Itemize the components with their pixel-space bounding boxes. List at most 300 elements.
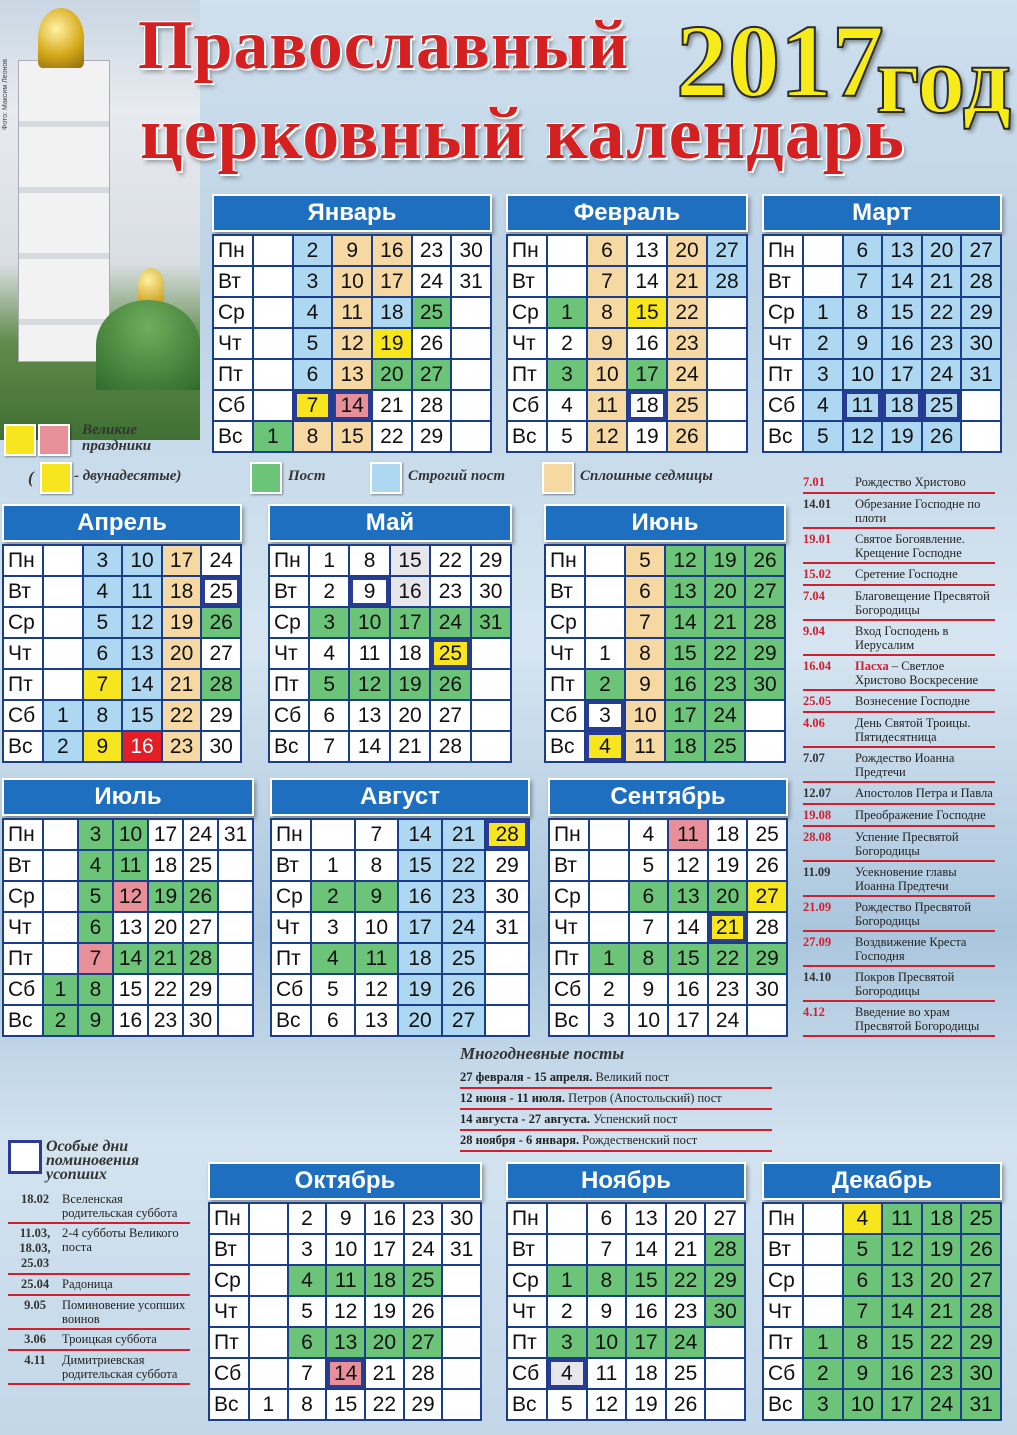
empty-cell — [590, 820, 628, 849]
weekday-label: Пн — [764, 236, 802, 265]
day-cell: 16 — [883, 329, 921, 358]
weekday-label: Чт — [550, 913, 588, 942]
day-cell: 1 — [44, 701, 82, 730]
holiday-name: Святое Богоявление. Крещение Господне — [855, 532, 965, 560]
day-cell: 7 — [588, 1235, 626, 1264]
day-cell: 23 — [709, 975, 747, 1004]
weekday-label: Ср — [508, 1266, 546, 1295]
day-cell: 20 — [366, 1328, 403, 1357]
fast-name: Петров (Апостольский) пост — [568, 1091, 722, 1105]
empty-cell — [44, 820, 77, 849]
day-cell: 6 — [626, 577, 664, 606]
day-cell: 13 — [123, 639, 161, 668]
day-cell: 25 — [748, 820, 786, 849]
day-cell: 13 — [356, 1006, 398, 1035]
day-cell: 7 — [79, 944, 112, 973]
legend-fast-swatch — [250, 462, 282, 494]
holiday-row — [803, 783, 995, 805]
day-cell: 19 — [628, 422, 666, 451]
day-cell: 9 — [356, 882, 398, 911]
day-cell: 29 — [706, 1266, 744, 1295]
day-cell: 24 — [184, 820, 217, 849]
day-cell: 21 — [149, 944, 182, 973]
month-grid — [544, 544, 786, 763]
day-cell: 9 — [327, 1204, 364, 1233]
day-cell: 28 — [486, 820, 528, 849]
weekday-label: Вс — [764, 1390, 802, 1419]
holiday-row — [803, 805, 995, 827]
holiday-date: 19.01 — [803, 532, 832, 546]
empty-cell — [472, 670, 510, 699]
legend-fast: Пост — [288, 468, 326, 484]
empty-cell — [962, 422, 1000, 451]
month-title: Октябрь — [208, 1162, 482, 1200]
day-cell: 21 — [706, 608, 744, 637]
weekday-label: Сб — [4, 975, 42, 1004]
weekday-label: Ср — [214, 298, 252, 327]
day-cell: 12 — [327, 1297, 364, 1326]
day-cell: 5 — [844, 1235, 882, 1264]
holiday-name: Рождество Пресвятой Богородицы — [855, 900, 972, 928]
empty-cell — [443, 1359, 480, 1388]
weekday-label: Чт — [508, 329, 546, 358]
day-cell: 19 — [627, 1390, 665, 1419]
holiday-date: 14.01 — [803, 497, 832, 511]
day-cell: 5 — [804, 422, 842, 451]
day-cell: 9 — [844, 1359, 882, 1388]
day-cell: 5 — [84, 608, 122, 637]
day-cell: 14 — [669, 913, 707, 942]
day-cell: 12 — [844, 422, 882, 451]
day-cell: 8 — [356, 851, 398, 880]
weekday-label: Вс — [550, 1006, 588, 1035]
day-cell: 20 — [923, 1266, 961, 1295]
memorial-date: 25.04 — [20, 1277, 50, 1291]
day-cell: 7 — [310, 732, 348, 761]
day-cell: 14 — [350, 732, 388, 761]
empty-cell — [748, 1006, 786, 1035]
green-roof — [96, 300, 200, 390]
month-9 — [548, 778, 788, 1037]
weekday-label: Вт — [550, 851, 588, 880]
day-cell: 3 — [84, 546, 122, 575]
weekday-label: Ср — [4, 608, 42, 637]
empty-cell — [708, 360, 746, 389]
day-cell: 12 — [356, 975, 398, 1004]
memorial-title: Особые дни поминовения усопших — [46, 1138, 140, 1183]
day-cell: 4 — [79, 851, 112, 880]
empty-cell — [443, 1266, 480, 1295]
day-cell: 31 — [486, 913, 528, 942]
day-cell: 3 — [586, 701, 624, 730]
day-cell: 2 — [548, 1297, 586, 1326]
day-cell: 10 — [350, 608, 388, 637]
weekday-label: Вт — [272, 851, 310, 880]
day-cell: 14 — [883, 267, 921, 296]
holiday-row — [803, 1002, 995, 1037]
memorial-name: 2-4 субботы Великого поста — [62, 1226, 179, 1254]
day-cell: 23 — [443, 882, 485, 911]
day-cell: 30 — [486, 882, 528, 911]
day-cell: 16 — [114, 1006, 147, 1035]
day-cell: 30 — [184, 1006, 217, 1035]
month-1 — [212, 194, 492, 453]
holiday-name: Введение во храм Пресвятой Богородицы — [855, 1005, 980, 1033]
day-cell: 8 — [350, 546, 388, 575]
holiday-date: 27.09 — [803, 935, 832, 949]
month-grid — [212, 234, 492, 453]
empty-cell — [708, 298, 746, 327]
holiday-date: 12.07 — [803, 786, 832, 800]
memorial-date: 3.06 — [24, 1332, 46, 1346]
day-cell: 25 — [668, 391, 706, 420]
empty-cell — [219, 851, 252, 880]
day-cell: 19 — [391, 670, 429, 699]
memorial-date: 4.11 — [24, 1353, 46, 1367]
day-cell: 24 — [202, 546, 240, 575]
day-cell: 7 — [84, 670, 122, 699]
day-cell: 22 — [443, 851, 485, 880]
empty-cell — [472, 732, 510, 761]
day-cell: 19 — [163, 608, 201, 637]
day-cell: 1 — [804, 298, 842, 327]
day-cell: 18 — [366, 1266, 403, 1295]
day-cell: 18 — [666, 732, 704, 761]
memorial-date: 18.02 — [20, 1192, 50, 1206]
month-title: Август — [270, 778, 530, 816]
day-cell: 15 — [628, 298, 666, 327]
day-cell: 11 — [114, 851, 147, 880]
day-cell: 27 — [746, 577, 784, 606]
weekday-label: Чт — [214, 329, 252, 358]
memorial-row — [8, 1224, 190, 1275]
fast-name: Успенский пост — [593, 1112, 678, 1126]
day-cell: 30 — [452, 236, 490, 265]
day-cell: 21 — [923, 267, 961, 296]
day-cell: 23 — [431, 577, 469, 606]
legend-yellow-swatch — [4, 424, 36, 456]
day-cell: 10 — [114, 820, 147, 849]
day-cell: 3 — [294, 267, 332, 296]
day-cell: 13 — [333, 360, 371, 389]
empty-cell — [219, 975, 252, 1004]
holiday-name: Вознесение Господне — [855, 694, 970, 708]
weekday-label: Вт — [508, 267, 546, 296]
day-cell: 8 — [79, 975, 112, 1004]
day-cell: 9 — [588, 329, 626, 358]
day-cell: 28 — [431, 732, 469, 761]
empty-cell — [548, 236, 586, 265]
day-cell: 12 — [588, 1390, 626, 1419]
day-cell: 10 — [630, 1006, 668, 1035]
holiday-row — [803, 529, 995, 564]
day-cell: 16 — [666, 670, 704, 699]
day-cell: 7 — [626, 608, 664, 637]
day-cell: 16 — [366, 1204, 403, 1233]
weekday-label: Пн — [270, 546, 308, 575]
month-title: Декабрь — [762, 1162, 1002, 1200]
day-cell: 17 — [391, 608, 429, 637]
weekday-label: Вт — [764, 267, 802, 296]
weekday-label: Сб — [764, 1359, 802, 1388]
day-cell: 28 — [202, 670, 240, 699]
month-title: Сентябрь — [548, 778, 788, 816]
empty-cell — [219, 882, 252, 911]
empty-cell — [44, 577, 82, 606]
day-cell: 20 — [399, 1006, 441, 1035]
day-cell: 13 — [883, 236, 921, 265]
weekday-label: Пт — [272, 944, 310, 973]
empty-cell — [254, 360, 292, 389]
weekday-label: Чт — [270, 639, 308, 668]
holiday-date: 25.05 — [803, 694, 832, 708]
day-cell: 19 — [366, 1297, 403, 1326]
day-cell: 14 — [666, 608, 704, 637]
memorial-name: Вселенская родительская суббота — [62, 1192, 178, 1220]
empty-cell — [548, 267, 586, 296]
day-cell: 29 — [472, 546, 510, 575]
day-cell: 29 — [184, 975, 217, 1004]
empty-cell — [443, 1390, 480, 1419]
day-cell: 4 — [289, 1266, 326, 1295]
weekday-label: Пт — [764, 360, 802, 389]
day-cell: 10 — [327, 1235, 364, 1264]
day-cell: 27 — [443, 1006, 485, 1035]
legend-pink-swatch — [38, 424, 70, 456]
weekday-label: Пт — [4, 670, 42, 699]
day-cell: 11 — [356, 944, 398, 973]
day-cell: 13 — [627, 1204, 665, 1233]
day-cell: 19 — [149, 882, 182, 911]
holiday-name: Пасха – Светлое Христово Воскресение — [855, 659, 979, 687]
day-cell: 4 — [548, 1359, 586, 1388]
day-cell: 15 — [399, 851, 441, 880]
day-cell: 3 — [310, 608, 348, 637]
day-cell: 28 — [748, 913, 786, 942]
day-cell: 21 — [163, 670, 201, 699]
day-cell: 16 — [669, 975, 707, 1004]
weekday-label: Пн — [214, 236, 252, 265]
day-cell: 24 — [706, 701, 744, 730]
month-title: Июнь — [544, 504, 786, 542]
day-cell: 10 — [333, 267, 371, 296]
day-cell: 30 — [202, 732, 240, 761]
day-cell: 21 — [373, 391, 411, 420]
day-cell: 30 — [706, 1297, 744, 1326]
empty-cell — [44, 851, 77, 880]
month-6 — [544, 504, 786, 763]
weekday-label: Сб — [272, 975, 310, 1004]
day-cell: 12 — [669, 851, 707, 880]
day-cell: 25 — [706, 732, 744, 761]
holiday-date: 4.12 — [803, 1005, 825, 1019]
day-cell: 27 — [708, 236, 746, 265]
day-cell: 29 — [405, 1390, 442, 1419]
holiday-row — [803, 932, 995, 967]
day-cell: 6 — [310, 701, 348, 730]
empty-cell — [586, 577, 624, 606]
day-cell: 2 — [804, 329, 842, 358]
day-cell: 30 — [962, 1359, 1000, 1388]
weekday-label: Вс — [270, 732, 308, 761]
holiday-date: 16.04 — [803, 659, 832, 673]
day-cell: 22 — [667, 1266, 705, 1295]
weekday-label: Вс — [546, 732, 584, 761]
day-cell: 3 — [590, 1006, 628, 1035]
day-cell: 29 — [486, 851, 528, 880]
holiday-name: Благовещение Пресвятой Богородицы — [855, 589, 990, 617]
fasts-title: Многодневные посты — [460, 1044, 625, 1063]
day-cell: 17 — [149, 820, 182, 849]
day-cell: 5 — [294, 329, 332, 358]
day-cell: 2 — [44, 1006, 77, 1035]
day-cell: 5 — [630, 851, 668, 880]
day-cell: 28 — [184, 944, 217, 973]
day-cell: 26 — [431, 670, 469, 699]
weekday-label: Пн — [550, 820, 588, 849]
day-cell: 1 — [804, 1328, 842, 1357]
day-cell: 24 — [443, 913, 485, 942]
day-cell: 25 — [923, 391, 961, 420]
day-cell: 19 — [709, 851, 747, 880]
month-title: Апрель — [2, 504, 242, 542]
month-title: Январь — [212, 194, 492, 232]
weekday-label: Вс — [764, 422, 802, 451]
day-cell: 12 — [350, 670, 388, 699]
fast-dates: 27 февраля - 15 апреля. — [460, 1070, 596, 1084]
empty-cell — [586, 546, 624, 575]
day-cell: 3 — [804, 360, 842, 389]
day-cell: 18 — [149, 851, 182, 880]
holiday-date: 14.10 — [803, 970, 832, 984]
day-cell: 7 — [630, 913, 668, 942]
day-cell: 6 — [79, 913, 112, 942]
empty-cell — [44, 608, 82, 637]
weekday-label: Вс — [4, 1006, 42, 1035]
day-cell: 25 — [202, 577, 240, 606]
weekday-label: Пн — [272, 820, 310, 849]
day-cell: 5 — [626, 546, 664, 575]
day-cell: 25 — [413, 298, 451, 327]
day-cell: 16 — [883, 1359, 921, 1388]
empty-cell — [472, 639, 510, 668]
weekday-label: Ср — [764, 1266, 802, 1295]
day-cell: 29 — [748, 944, 786, 973]
memorial-panel — [8, 1140, 190, 1385]
day-cell: 26 — [748, 851, 786, 880]
day-cell: 17 — [883, 360, 921, 389]
weekday-label: Вс — [214, 422, 252, 451]
month-grid — [2, 818, 254, 1037]
legend-continuous-weeks: Сплошные седмицы — [580, 468, 713, 484]
day-cell: 31 — [443, 1235, 480, 1264]
day-cell: 16 — [399, 882, 441, 911]
empty-cell — [44, 913, 77, 942]
day-cell: 9 — [84, 732, 122, 761]
day-cell: 18 — [628, 391, 666, 420]
memorial-name: Поминовение усопших воинов — [62, 1298, 186, 1326]
day-cell: 7 — [294, 391, 332, 420]
day-cell: 4 — [844, 1204, 882, 1233]
day-cell: 24 — [405, 1235, 442, 1264]
day-cell: 15 — [114, 975, 147, 1004]
day-cell: 14 — [628, 267, 666, 296]
day-cell: 20 — [709, 882, 747, 911]
empty-cell — [586, 608, 624, 637]
day-cell: 31 — [452, 267, 490, 296]
empty-cell — [706, 1390, 744, 1419]
day-cell: 25 — [184, 851, 217, 880]
day-cell: 4 — [294, 298, 332, 327]
day-cell: 17 — [399, 913, 441, 942]
holiday-name: Обрезание Господне по плоти — [855, 497, 981, 525]
empty-cell — [590, 882, 628, 911]
day-cell: 13 — [327, 1328, 364, 1357]
fast-row — [460, 1068, 772, 1089]
day-cell: 11 — [327, 1266, 364, 1295]
empty-cell — [746, 701, 784, 730]
day-cell: 9 — [626, 670, 664, 699]
weekday-label: Ср — [270, 608, 308, 637]
holiday-name: День Святой Троицы. Пятидесятница — [855, 716, 971, 744]
empty-cell — [312, 820, 354, 849]
day-cell: 29 — [962, 1328, 1000, 1357]
day-cell: 8 — [844, 298, 882, 327]
empty-cell — [708, 391, 746, 420]
day-cell: 9 — [79, 1006, 112, 1035]
empty-cell — [254, 298, 292, 327]
empty-cell — [804, 1266, 842, 1295]
day-cell: 8 — [289, 1390, 326, 1419]
fast-row — [460, 1131, 772, 1152]
day-cell: 8 — [84, 701, 122, 730]
legend-twelve: - двунадесятые) — [74, 468, 182, 484]
memorial-row — [8, 1351, 190, 1385]
weekday-label: Пн — [546, 546, 584, 575]
day-cell: 2 — [586, 670, 624, 699]
month-title: Июль — [2, 778, 254, 816]
day-cell: 15 — [333, 422, 371, 451]
month-grid — [506, 1202, 746, 1421]
day-cell: 19 — [923, 1235, 961, 1264]
holidays-list — [803, 472, 995, 1037]
empty-cell — [452, 298, 490, 327]
day-cell: 27 — [962, 1266, 1000, 1295]
weekday-label: Вт — [508, 1235, 546, 1264]
day-cell: 8 — [630, 944, 668, 973]
day-cell: 18 — [373, 298, 411, 327]
weekday-label: Сб — [4, 701, 42, 730]
day-cell: 31 — [962, 1390, 1000, 1419]
holiday-name: Успение Пресвятой Богородицы — [855, 830, 959, 858]
weekday-label: Ср — [210, 1266, 248, 1295]
fast-dates: 14 августа - 27 августа. — [460, 1112, 594, 1126]
day-cell: 28 — [962, 267, 1000, 296]
weekday-label: Чт — [508, 1297, 546, 1326]
weekday-label: Пт — [508, 1328, 546, 1357]
day-cell: 15 — [627, 1266, 665, 1295]
day-cell: 2 — [590, 975, 628, 1004]
day-cell: 8 — [588, 298, 626, 327]
day-cell: 25 — [431, 639, 469, 668]
legend-great-feasts: Великие праздники — [82, 422, 152, 454]
day-cell: 11 — [669, 820, 707, 849]
month-8 — [270, 778, 530, 1037]
day-cell: 1 — [590, 944, 628, 973]
day-cell: 1 — [548, 298, 586, 327]
day-cell: 24 — [923, 1390, 961, 1419]
day-cell: 14 — [114, 944, 147, 973]
